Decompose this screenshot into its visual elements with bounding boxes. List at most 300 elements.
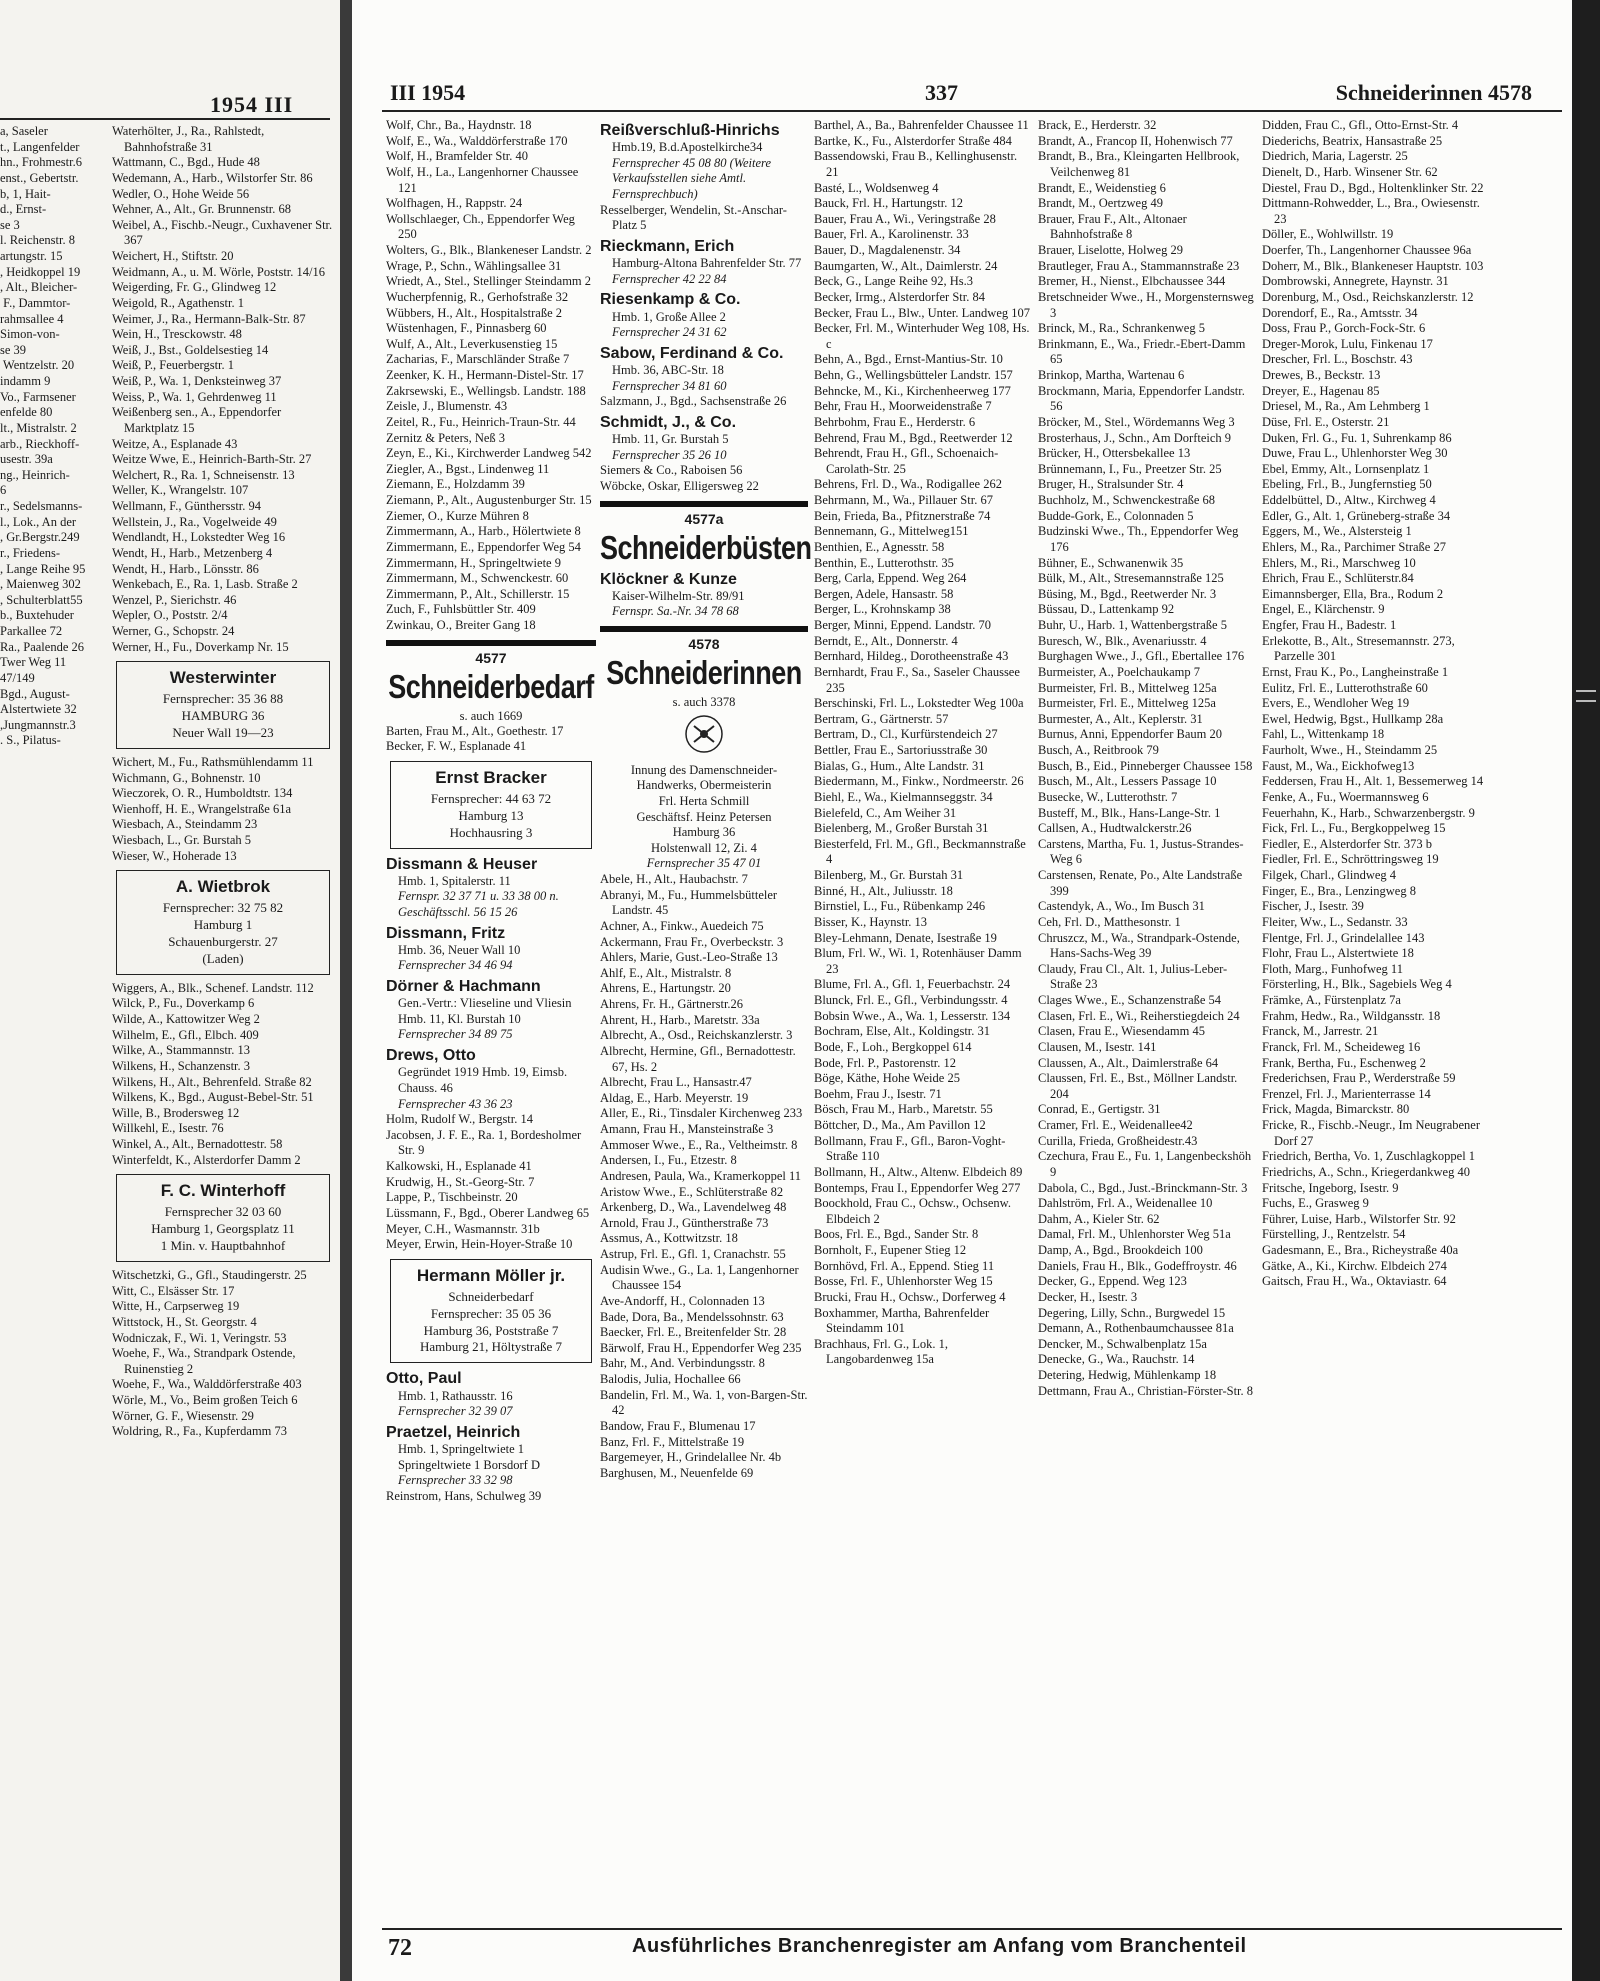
directory-entry: Engfer, Frau H., Badestr. 1 xyxy=(1262,618,1397,632)
featured-business-name: Klöckner & Kunze xyxy=(600,570,737,588)
directory-entry: Wattmann, C., Bgd., Hude 48 xyxy=(112,155,260,170)
ad-line: Schneiderbedarf xyxy=(448,1288,534,1304)
directory-entry: Zimmermann, H., Springeltwiete 9 xyxy=(386,555,561,570)
directory-entry: Edler, G., Alt. 1, Grüneberg-straße 34 xyxy=(1262,508,1451,523)
directory-entry: Busch, B., Eid., Pinneberger Chaussee 158 xyxy=(1038,758,1253,773)
directory-entry: Wilde, A., Kattowitzer Weg 2 xyxy=(112,1012,260,1027)
directory-entry: Bode, Frl. P., Pastorenstr. 12 xyxy=(814,1055,957,1070)
directory-entry: Düse, Frl. E., Osterstr. 21 xyxy=(1262,414,1390,429)
page-edge xyxy=(1572,0,1600,1981)
featured-business-address: Hmb.19, B.d.Apostelkirche34 xyxy=(612,140,763,155)
directory-entry: Diederichs, Beatrix, Hansastraße 25 xyxy=(1262,133,1443,148)
directory-entry: Bergen, Adele, Hansastr. 58 xyxy=(814,586,954,601)
directory-entry: Wilkens, K., Bgd., August-Bebel-Str. 51 xyxy=(112,1090,314,1105)
directory-entry: Degering, Lilly, Schn., Burgwedel 15 xyxy=(1038,1305,1226,1320)
directory-entry: Willkehl, E., Isestr. 76 xyxy=(112,1121,224,1136)
ad-bracker xyxy=(390,761,592,849)
directory-entry: Becker, Frau L., Blw., Unter. Landweg 107 xyxy=(814,305,1030,320)
directory-entry: Assmus, A., Kottwitzstr. 18 xyxy=(600,1231,738,1246)
directory-entry: Wodniczak, F., Wi. 1, Veringstr. 53 xyxy=(112,1330,287,1345)
directory-entry: Castendyk, A., Wo., Im Busch 31 xyxy=(1038,899,1205,914)
directory-entry: Bassendowski, Frau B., Kellinghusenstr. 21 xyxy=(814,149,1018,179)
directory-entry: Finger, E., Bra., Lenzingweg 8 xyxy=(1262,883,1416,898)
directory-entry: Evers, E., Wendloher Weg 19 xyxy=(1262,696,1410,711)
directory-entry: Achner, A., Finkw., Auedeich 75 xyxy=(600,918,764,933)
directory-entry: Bruger, H., Stralsunder Str. 4 xyxy=(1038,477,1184,492)
directory-entry: Burghagen Wwe., J., Gfl., Ebertallee 176 xyxy=(1038,649,1245,664)
directory-entry: Brinck, M., Ra., Schrankenweg 5 xyxy=(1038,321,1205,336)
ad-title: Westerwinter xyxy=(169,668,277,688)
directory-entry: Behrens, Frl. D., Wa., Rodigallee 262 xyxy=(814,477,1002,492)
directory-entry: Ceh, Frl. D., Matthesonstr. 1 xyxy=(1038,914,1181,929)
directory-entry: Krudwig, H., St.-Georg-Str. 7 xyxy=(386,1174,535,1189)
directory-entry: Wiesbach, L., Gr. Burstah 5 xyxy=(112,833,252,848)
directory-entry: Wöbcke, Oskar, Elligersweg 22 xyxy=(600,478,759,493)
directory-entry: Wilkens, H., Alt., Behrenfeld. Straße 82 xyxy=(112,1074,312,1089)
directory-entry: Gaitsch, Frau H., Wa., Oktaviastr. 64 xyxy=(1262,1274,1447,1289)
directory-entry: Carstensen, Renate, Po., Alte Landstraße 399 xyxy=(1038,868,1243,898)
directory-entry: Ebel, Emmy, Alt., Lornsenplatz 1 xyxy=(1262,461,1430,476)
directory-entry: Främke, A., Fürstenplatz 7a xyxy=(1262,993,1401,1007)
directory-entry: Chruszcz, M., Wa., Strandpark-Ostende, Hans-Sachs-Weg 39 xyxy=(1038,930,1240,961)
directory-entry: Witschetzki, G., Gfl., Staudingerstr. 25 xyxy=(112,1268,307,1283)
directory-entry: Wiggers, A., Blk., Schenef. Landstr. 112 xyxy=(112,980,314,995)
directory-entry: Brosterhaus, J., Schn., Am Dorfteich 9 xyxy=(1038,430,1232,445)
directory-entry: Brucki, Frau H., Ochsw., Dorferweg 4 xyxy=(814,1289,1006,1304)
directory-entry: Decker, G., Eppend. Weg 123 xyxy=(1038,1274,1187,1289)
directory-entry: Weitze, A., Esplanade 43 xyxy=(112,436,238,451)
featured-business-address: Hmb. 1, Springeltwiete 1 Springeltwiete 1 Borsdorf D xyxy=(398,1441,540,1472)
directory-entry: Diestel, Frau D., Bgd., Holtenklinker Str. 22 xyxy=(1262,180,1484,195)
directory-entry: Barghusen, M., Neuenfelde 69 xyxy=(600,1465,754,1480)
directory-entry: Dettmann, Frau A., Christian-Förster-Str. 8 xyxy=(1038,1383,1254,1398)
directory-entry: Brücker, H., Ottersbekallee 13 xyxy=(1038,446,1191,461)
directory-entry: Busch, M., Alt., Lessers Passage 10 xyxy=(1038,774,1217,789)
featured-business-phone: Fernsprecher 43 36 23 xyxy=(398,1096,513,1111)
directory-entry: Woldring, R., Fa., Kupferdamm 73 xyxy=(112,1424,288,1439)
directory-entry: Fuchs, E., Grasweg 9 xyxy=(1262,1196,1369,1211)
directory-entry: Wolf, Chr., Ba., Haydnstr. 18 xyxy=(386,118,532,132)
directory-entry: Bauer, Frl. A., Karolinenstr. 33 xyxy=(814,227,969,242)
directory-entry: Wille, B., Brodersweg 12 xyxy=(112,1105,240,1120)
directory-entry: Fenke, A., Fu., Woermannsweg 6 xyxy=(1262,789,1429,804)
directory-entry: Benthin, E., Lutterothstr. 35 xyxy=(814,555,954,570)
directory-entry: Boos, Frl. E., Bgd., Sander Str. 8 xyxy=(814,1227,979,1242)
directory-entry: Weigerding, Fr. G., Glindweg 12 xyxy=(112,280,277,295)
directory-entry: Wriedt, A., Stel., Stellinger Steindamm 2 xyxy=(386,274,592,289)
directory-entry: Ziemer, O., Kurze Mühren 8 xyxy=(386,508,529,523)
directory-entry: Faust, M., Wa., Eickhofweg13 xyxy=(1262,758,1415,773)
footer-notice: Ausführliches Branchenregister am Anfang vom Branchenteil xyxy=(632,1935,1247,1957)
directory-entry: Wolf, E., Wa., Walddörferstraße 170 xyxy=(386,133,568,148)
directory-entry: Büssau, D., Lattenkamp 92 xyxy=(1038,602,1175,617)
directory-entry: Försterling, H., Blk., Sagebiels Weg 4 xyxy=(1262,977,1452,992)
directory-entry: Doherr, M., Blk., Blankeneser Hauptstr. 103 xyxy=(1262,258,1484,273)
directory-entry: Zimmermann, M., Schwenckestr. 60 xyxy=(386,571,569,586)
directory-entry: Wiesbach, A., Steindamm 23 xyxy=(112,817,258,832)
guild-emblem-icon xyxy=(600,714,808,759)
directory-entry: Claudy, Frau Cl., Alt. 1, Julius-Leber-Straße 23 xyxy=(1038,961,1228,992)
directory-entry: Weidmann, A., u. M. Wörle, Poststr. 14/16 xyxy=(112,264,325,279)
directory-entry: Ahlers, Marie, Gust.-Leo-Straße 13 xyxy=(600,950,778,965)
directory-entry: Wilkens, H., Schanzenstr. 3 xyxy=(112,1058,251,1073)
directory-entry: Bornhövd, Frl. A., Eppend. Stieg 11 xyxy=(814,1258,995,1273)
directory-entry: Ehrich, Frau E., Schlüterstr.84 xyxy=(1262,571,1414,586)
directory-entry: Blunck, Frl. E., Gfl., Verbindungsstr. 4 xyxy=(814,993,1008,1007)
directory-entry: Zimmermann, A., Harb., Hölertwiete 8 xyxy=(386,524,581,539)
directory-entry: Bochram, Else, Alt., Koldingstr. 31 xyxy=(814,1024,991,1039)
header-rule xyxy=(382,110,1562,112)
left-page xyxy=(0,0,340,1981)
directory-entry: Weiß, P., Wa. 1, Denksteinweg 37 xyxy=(112,374,282,388)
section-see-also: s. auch 1669 xyxy=(459,708,523,723)
section-title: Schneiderbedarf xyxy=(388,667,594,706)
directory-entry: Bettler, Frau E., Sartoriusstraße 30 xyxy=(814,743,988,757)
directory-entry: Dombrowski, Annegrete, Haynstr. 31 xyxy=(1262,274,1449,289)
featured-business-address: Gen.-Vertr.: Vlieseline und Vliesin Hmb. 11, Kl. Burstah 10 xyxy=(398,996,572,1026)
directory-entry: Behrend, Frau M., Bgd., Reetwerder 12 xyxy=(814,430,1013,445)
directory-entry: Bobsin Wwe., A., Wa. 1, Lesserstr. 134 xyxy=(814,1008,1011,1023)
directory-entry: Wehner, A., Alt., Gr. Brunnenstr. 68 xyxy=(112,202,292,217)
section-number: 4577 xyxy=(475,649,507,666)
directory-entry: Drewes, B., Beckstr. 13 xyxy=(1262,368,1381,382)
ad-line: Fernsprecher: 35 05 36 xyxy=(430,1305,552,1321)
featured-business-address: Hmb. 11, Gr. Burstah 5 xyxy=(612,432,729,447)
directory-entry: Wendt, H., Harb., Lönsstr. 86 xyxy=(112,561,259,576)
directory-entry: Ehlers, M., Ra., Parchimer Straße 27 xyxy=(1262,539,1446,554)
directory-entry: Winterfeldt, K., Alsterdorfer Damm 2 xyxy=(112,1152,301,1167)
directory-entry: Wilhelm, E., Gfl., Elbch. 409 xyxy=(112,1027,259,1042)
directory-entry: Bröcker, M., Stel., Wördemanns Weg 3 xyxy=(1038,414,1235,429)
directory-entry: Arnold, Frau J., Güntherstraße 73 xyxy=(600,1215,769,1230)
guild-line: Frl. Herta Schmill xyxy=(658,793,750,808)
directory-entry: Andersen, I., Fu., Etzestr. 8 xyxy=(600,1153,737,1168)
directory-entry: Böge, Käthe, Hohe Weide 25 xyxy=(814,1071,960,1086)
directory-entry: Bollmann, H., Altw., Altenw. Elbdeich 89 xyxy=(814,1164,1023,1179)
directory-entry: Zeyn, E., Ki., Kirchwerder Landweg 542 xyxy=(386,446,592,461)
directory-entry: Bennemann, G., Mittelweg151 xyxy=(814,524,969,539)
guild-line: Innung des Damenschneider- xyxy=(630,762,778,777)
directory-entry: Bertram, G., Gärtnerstr. 57 xyxy=(814,711,949,726)
directory-entry: Gätke, A., Ki., Kirchw. Elbdeich 274 xyxy=(1262,1258,1447,1273)
directory-entry: Dencker, M., Schwalbenplatz 15a xyxy=(1038,1336,1207,1351)
column-5 xyxy=(1262,118,1484,1290)
directory-entry: Weller, K., Wrangelstr. 107 xyxy=(112,483,249,498)
directory-entry: Brandt, B., Bra., Kleingarten Hellbrook, Veilchenweg 81 xyxy=(1038,149,1240,179)
directory-entry: Claussen, Frl. E., Bst., Möllner Landstr. 204 xyxy=(1038,1071,1238,1101)
directory-entry: Bode, F., Loh., Bergkoppel 614 xyxy=(814,1039,972,1054)
ad-line: HAMBURG 36 xyxy=(181,708,265,724)
directory-entry: Brünnemann, I., Fu., Preetzer Str. 25 xyxy=(1038,461,1222,476)
directory-entry: Wenkebach, E., Ra. 1, Lasb. Straße 2 xyxy=(112,577,298,592)
directory-entry: Bornholt, F., Eupener Stieg 12 xyxy=(814,1243,967,1257)
directory-entry: Flentge, Frl. J., Grindelallee 143 xyxy=(1262,930,1425,945)
directory-entry: Wulf, A., Alt., Leverkusenstieg 15 xyxy=(386,336,558,351)
directory-entry: Dahm, A., Kieler Str. 62 xyxy=(1038,1211,1160,1226)
featured-business-phone: Fernspr. Sa.-Nr. 34 78 68 xyxy=(612,604,739,619)
featured-business-name: Otto, Paul xyxy=(386,1370,462,1388)
directory-entry: Bernhardt, Frau F., Sa., Saseler Chaussee 235 xyxy=(814,664,1020,695)
directory-entry: Franck, M., Jarrestr. 21 xyxy=(1262,1024,1379,1039)
directory-entry: Zacharias, F., Marschländer Straße 7 xyxy=(386,352,570,367)
directory-entry: Buresch, W., Blk., Avenariusstr. 4 xyxy=(1038,633,1207,648)
featured-business-name: Dörner & Hachmann xyxy=(386,978,541,996)
directory-entry: Berger, L., Krohnskamp 38 xyxy=(814,602,951,617)
guild-notice xyxy=(600,763,808,872)
directory-entry: Wolf, H., La., Langenhorner Chaussee 121 xyxy=(386,164,579,195)
directory-entry: Weiß, J., Bst., Goldelsestieg 14 xyxy=(112,342,269,357)
directory-entry: Wilke, A., Stammannstr. 13 xyxy=(112,1043,251,1058)
directory-entry: Budde-Gork, E., Colonnaden 5 xyxy=(1038,508,1194,523)
featured-business-address: Hmb. 36, ABC-Str. 18 xyxy=(612,363,724,377)
ad-line: Hamburg 13 xyxy=(458,807,524,823)
directory-entry: Baecker, Frl. E., Breitenfelder Str. 28 xyxy=(600,1325,787,1340)
directory-entry: Bernhard, Hildeg., Dorotheenstraße 43 xyxy=(814,649,1009,664)
directory-entry: Feuerhahn, K., Harb., Schwarzenbergstr. 9 xyxy=(1262,805,1475,820)
directory-entry: Ziemann, E., Holzdamm 39 xyxy=(386,477,525,492)
section-number: 4578 xyxy=(688,636,720,652)
directory-entry: Wucherpfennig, R., Gerhofstraße 32 xyxy=(386,289,569,304)
directory-entry: Fischer, J., Isestr. 39 xyxy=(1262,899,1364,914)
featured-business-address: Hamburg-Altona Bahrenfelder Str. 77 xyxy=(612,256,802,271)
directory-entry: Woehe, F., Wa., Walddörferstraße 403 xyxy=(112,1377,302,1392)
directory-entry: Fahl, L., Wittenkamp 18 xyxy=(1262,727,1385,742)
directory-entry: Führer, Luise, Harb., Wilstorfer Str. 92 xyxy=(1262,1211,1456,1226)
directory-entry: Waterhölter, J., Ra., Rahlstedt, Bahnhofstraße 31 xyxy=(112,124,265,154)
directory-entry: Behrendt, Frau H., Gfl., Schoenaich-Carolath-Str. 25 xyxy=(814,446,999,476)
directory-entry: Driesel, M., Ra., Am Lehmberg 1 xyxy=(1262,399,1430,414)
directory-entry: Busch, A., Reitbrook 79 xyxy=(1038,743,1159,757)
directory-entry: Burnus, Anni, Eppendorfer Baum 20 xyxy=(1038,727,1223,742)
directory-entry: Erlekotte, B., Alt., Stresemannstr. 273, Parzelle 301 xyxy=(1262,633,1455,664)
directory-entry: Brandt, M., Oertzweg 49 xyxy=(1038,196,1163,211)
directory-entry: Basté, L., Woldsenweg 4 xyxy=(814,180,939,195)
directory-entry: Ernst, Frau K., Po., Langheinstraße 1 xyxy=(1262,664,1449,679)
directory-entry: Ahlf, E., Alt., Mistralstr. 8 xyxy=(600,965,732,980)
header-section: Schneiderinnen 4578 xyxy=(1335,80,1532,105)
directory-entry: Damal, Frl. M., Uhlenhorster Weg 51a xyxy=(1038,1227,1231,1242)
directory-entry: Wellstein, J., Ra., Vogelweide 49 xyxy=(112,514,277,529)
directory-entry: Bertram, D., Cl., Kurfürstendeich 27 xyxy=(814,727,998,742)
directory-entry: Bilenberg, M., Gr. Burstah 31 xyxy=(814,868,964,882)
directory-entry: Clages Wwe., E., Schanzenstraße 54 xyxy=(1038,993,1222,1007)
directory-entry: Blum, Frl. W., Wi. 1, Rotenhäuser Damm 23 xyxy=(814,946,1022,976)
directory-entry: Brauer, Liselotte, Holweg 29 xyxy=(1038,243,1183,257)
featured-business-phone: Fernsprecher 34 81 60 xyxy=(612,378,727,393)
featured-business-name: Praetzel, Heinrich xyxy=(386,1423,521,1441)
directory-entry: Ackermann, Frau Fr., Overbeckstr. 3 xyxy=(600,934,784,949)
directory-entry: Ahrens, E., Hartungstr. 20 xyxy=(600,981,731,996)
directory-entry: Werner, H., Fu., Doverkamp Nr. 15 xyxy=(112,639,289,654)
directory-entry: Ziemann, P., Alt., Augustenburger Str. 15 xyxy=(386,493,592,507)
directory-entry: Didden, Frau C., Gfl., Otto-Ernst-Str. 4 xyxy=(1262,118,1459,132)
guild-line: Fernsprecher 35 47 01 xyxy=(646,856,762,871)
directory-entry: Ave-Andorff, H., Colonnaden 13 xyxy=(600,1293,765,1308)
directory-entry: Bielenberg, M., Großer Burstah 31 xyxy=(814,821,989,836)
directory-entry: Wepler, O., Poststr. 2/4 xyxy=(112,608,228,623)
directory-entry: Detering, Hedwig, Mühlenkamp 18 xyxy=(1038,1368,1217,1382)
directory-entry: Fritsche, Ingeborg, Isestr. 9 xyxy=(1262,1180,1399,1195)
directory-entry: Wittstock, H., St. Georgstr. 4 xyxy=(112,1314,257,1329)
ad-line: Neuer Wall 19—23 xyxy=(172,725,274,741)
featured-business-address: Hmb. 1, Rathausstr. 16 xyxy=(398,1388,513,1403)
ad-line: Hamburg 1, Georgsplatz 11 xyxy=(151,1221,295,1237)
directory-entry: Abele, H., Alt., Haubachstr. 7 xyxy=(600,872,748,886)
directory-entry: Frick, Magda, Bimarckstr. 80 xyxy=(1262,1102,1410,1117)
directory-entry: Bein, Frieda, Ba., Pfitznerstraße 74 xyxy=(814,508,991,523)
ad-wietbrok xyxy=(116,870,330,975)
directory-entry: Zeitel, R., Fu., Heinrich-Traun-Str. 44 xyxy=(386,414,576,429)
left-page-header: 1954 III xyxy=(210,92,294,117)
directory-entry: Frank, Bertha, Fu., Eschenweg 2 xyxy=(1262,1055,1426,1070)
directory-entry: Zuch, F., Fuhlsbüttler Str. 409 xyxy=(386,602,536,617)
directory-entry: Wendlandt, H., Lokstedter Weg 16 xyxy=(112,530,286,545)
directory-entry: Burmeister, Frl. B., Mittelweg 125a xyxy=(1038,680,1217,695)
column-4 xyxy=(1038,118,1256,1399)
directory-entry: Döller, E., Wohlwillstr. 19 xyxy=(1262,227,1394,242)
directory-entry: Brack, E., Herderstr. 32 xyxy=(1038,118,1157,132)
directory-entry: Bandelin, Frl. M., Wa. 1, von-Bargen-Str. 42 xyxy=(600,1387,808,1418)
section-bar xyxy=(600,501,808,507)
directory-entry: Berschinski, Frl. L., Lokstedter Weg 100a xyxy=(814,696,1024,711)
ad-line: Schauenburgerstr. 27 xyxy=(168,934,278,950)
directory-entry: Denecke, G., Wa., Rauchstr. 14 xyxy=(1038,1352,1195,1367)
featured-business-phone: Fernsprecher 33 32 98 xyxy=(398,1473,513,1488)
column-2 xyxy=(600,118,812,1481)
directory-entry: Flohr, Frau L., Alstertwiete 18 xyxy=(1262,946,1414,961)
directory-entry: Abranyi, M., Fu., Hummelsbütteler Landstr. 45 xyxy=(600,887,778,918)
directory-entry: Clasen, Frl. E., Wi., Reiherstiegdeich 24 xyxy=(1038,1008,1240,1023)
directory-entry: Zeenker, K. H., Hermann-Distel-Str. 17 xyxy=(386,368,584,382)
directory-entry: Behr, Frau H., Moorweidenstraße 7 xyxy=(814,399,992,414)
directory-entry: Audisin Wwe., G., La. 1, Langenhorner Chaussee 154 xyxy=(600,1262,799,1293)
page-number: 337 xyxy=(925,80,958,105)
directory-entry: Faurholt, Wwe., H., Steindamm 25 xyxy=(1262,743,1438,757)
guild-line: Geschäftsf. Heinz Petersen xyxy=(636,809,772,824)
directory-entry: Jacobsen, J. F. E., Ra. 1, Bordesholmer Str. 9 xyxy=(386,1127,582,1158)
directory-entry: Bade, Dora, Ba., Mendelssohnstr. 63 xyxy=(600,1309,784,1324)
directory-entry: Behncke, M., Ki., Kirchenheerweg 177 xyxy=(814,383,1011,398)
directory-entry: Behrbohm, Frau E., Herderstr. 6 xyxy=(814,414,976,429)
directory-entry: Fick, Frl. L., Fu., Bergkoppelweg 15 xyxy=(1262,821,1446,836)
book-gutter xyxy=(340,0,352,1981)
ad-line: (Laden) xyxy=(202,950,244,966)
section-number: 4577a xyxy=(684,510,724,527)
ad-title: Ernst Bracker xyxy=(435,767,547,787)
directory-entry: Wichmann, G., Bohnenstr. 10 xyxy=(112,770,261,785)
directory-entry: Drescher, Frl. L., Boschstr. 43 xyxy=(1262,352,1413,367)
guild-line: Holstenwall 12, Zi. 4 xyxy=(651,840,757,855)
directory-entry: Clasen, Frau E., Wiesendamm 45 xyxy=(1038,1024,1205,1039)
directory-entry: Amann, Frau H., Mansteinstraße 3 xyxy=(600,1122,774,1136)
directory-entry: Wolfhagen, H., Rappstr. 24 xyxy=(386,196,523,211)
directory-entry: Barthel, A., Ba., Bahrenfelder Chaussee 11 xyxy=(814,118,1029,132)
right-page xyxy=(352,0,1572,1981)
directory-entry: Weibel, A., Fischb.-Neugr., Cuxhavener Str. 367 xyxy=(112,217,333,248)
directory-entry: Meyer, Erwin, Hein-Hoyer-Straße 10 xyxy=(386,1237,573,1252)
ad-moeller xyxy=(390,1259,592,1364)
directory-entry: Boxhammer, Martha, Bahrenfelder Steindamm 101 xyxy=(814,1305,990,1336)
featured-business-name: Dissmann, Fritz xyxy=(386,924,506,942)
directory-entry: Zernitz & Peters, Neß 3 xyxy=(386,430,506,445)
directory-entry: Brandt, E., Weidenstieg 6 xyxy=(1038,180,1166,195)
featured-business-address: Gegründet 1919 Hmb. 19, Eimsb. Chauss. 46 xyxy=(398,1065,568,1095)
directory-entry: Bollmann, Frau F., Gfl., Baron-Voght-Straße 110 xyxy=(814,1133,1006,1164)
directory-entry: Ehlers, M., Ri., Marschweg 10 xyxy=(1262,555,1416,570)
featured-business-name: Sabow, Ferdinand & Co. xyxy=(600,344,784,362)
column-3 xyxy=(814,118,1032,1368)
ad-line: Fernsprecher: 32 75 82 xyxy=(162,900,284,916)
directory-entry: Bahr, M., And. Verbindungsstr. 8 xyxy=(600,1356,765,1371)
directory-entry: Winkel, A., Alt., Bernadottestr. 58 xyxy=(112,1137,283,1152)
directory-entry: Baumgarten, W., Alt., Daimlerstr. 24 xyxy=(814,258,998,273)
directory-entry: Diedrich, Maria, Lagerstr. 25 xyxy=(1262,149,1408,164)
ad-line: Hochhausring 3 xyxy=(449,824,533,840)
directory-entry: Wieczorek, O. R., Humboldtstr. 134 xyxy=(112,786,293,801)
directory-entry: Bontemps, Frau I., Eppendorfer Weg 277 xyxy=(814,1180,1021,1195)
directory-entry: Weißenberg sen., A., Eppendorfer Marktplatz 15 xyxy=(112,405,282,435)
directory-entry: Wedemann, A., Harb., Wilstorfer Str. 86 xyxy=(112,170,313,185)
ad-title: Hermann Möller jr. xyxy=(416,1265,566,1285)
directory-entry: Salzmann, J., Bgd., Sachsenstraße 26 xyxy=(600,394,787,409)
directory-entry: Franck, Frl. M., Scheideweg 16 xyxy=(1262,1039,1421,1054)
directory-entry: Bühner, E., Schwanenwik 35 xyxy=(1038,555,1184,570)
directory-entry: Eimannsberger, Ella, Bra., Rodum 2 xyxy=(1262,586,1444,601)
ad-line: Hamburg 1 xyxy=(193,917,253,933)
directory-entry: Weigold, R., Agathenstr. 1 xyxy=(112,295,244,310)
directory-entry: Benthien, E., Agnesstr. 58 xyxy=(814,539,945,554)
directory-entry: Lappe, P., Tischbeinstr. 20 xyxy=(386,1190,518,1205)
featured-business-phone: Fernsprecher 24 31 62 xyxy=(612,325,727,340)
directory-entry: Wörle, M., Vo., Beim großen Teich 6 xyxy=(112,1393,298,1408)
directory-entry: Birnstiel, L., Fu., Rübenkamp 246 xyxy=(814,899,986,914)
directory-entry: Fiedler, Frl. E., Schröttringsweg 19 xyxy=(1262,852,1439,867)
featured-business-name: Dissmann & Heuser xyxy=(386,855,538,873)
directory-entry: Dorendorf, E., Ra., Amtsstr. 34 xyxy=(1262,305,1418,320)
ad-title: A. Wietbrok xyxy=(175,877,271,897)
directory-entry: Brandt, A., Francop II, Hohenwisch 77 xyxy=(1038,133,1233,148)
directory-entry: Ahrens, Fr. H., Gärtnerstr.26 xyxy=(600,997,744,1011)
directory-entry: Decker, H., Isestr. 3 xyxy=(1038,1289,1138,1304)
featured-business-address: Kaiser-Wilhelm-Str. 89/91 xyxy=(612,588,745,603)
directory-entry: Behn, A., Bgd., Ernst-Mantius-Str. 10 xyxy=(814,352,1003,367)
directory-entry: Conrad, E., Gertigstr. 31 xyxy=(1038,1102,1161,1117)
header-rule xyxy=(0,118,330,120)
directory-entry: Ebeling, Frl., B., Jungfernstieg 50 xyxy=(1262,477,1432,492)
directory-entry: Balodis, Julia, Hochallee 66 xyxy=(600,1372,741,1386)
directory-entry: Böttcher, D., Ma., Am Pavillon 12 xyxy=(814,1118,986,1132)
directory-entry: Weitze Wwe, E., Heinrich-Barth-Str. 27 xyxy=(112,452,312,467)
featured-business-phone: Fernsprecher 45 08 80 (Weitere Verkaufsstellen siehe Amtl. Fernsprechbuch) xyxy=(612,155,771,202)
section-bar xyxy=(600,626,808,632)
directory-entry: Ammoser Wwe., E., Ra., Veltheimstr. 8 xyxy=(600,1137,798,1152)
directory-entry: Brauer, Frau F., Alt., Altonaer Bahnhofstraße 8 xyxy=(1038,211,1187,242)
featured-business-phone: Fernsprecher 34 89 75 xyxy=(398,1027,513,1042)
directory-entry: Wrage, P., Schn., Wählingsallee 31 xyxy=(386,258,562,273)
directory-entry: Bisser, K., Haynstr. 13 xyxy=(814,914,928,929)
directory-entry: Eggers, M., We., Alstersteig 1 xyxy=(1262,524,1412,539)
directory-entry: Dorenburg, M., Osd., Reichskanzlerstr. 12 xyxy=(1262,289,1474,304)
directory-entry: Behn, G., Wellingsbütteler Landstr. 157 xyxy=(814,368,1013,382)
directory-entry: Damp, A., Bgd., Brookdeich 100 xyxy=(1038,1243,1203,1257)
directory-entry: Floth, Marg., Funhofweg 11 xyxy=(1262,961,1403,976)
directory-entry: Wedler, O., Hohe Weide 56 xyxy=(112,186,250,201)
directory-entry: Wollschlaeger, Ch., Eppendorfer Weg 250 xyxy=(386,211,575,242)
directory-entry: Biesterfeld, Frl. M., Gfl., Beckmannstraße 4 xyxy=(814,836,1026,867)
directory-entry: Eddelbüttel, D., Altw., Kirchweg 4 xyxy=(1262,493,1436,507)
section-bar xyxy=(386,640,596,646)
directory-entry: Bandow, Frau F., Blumenau 17 xyxy=(600,1418,756,1433)
